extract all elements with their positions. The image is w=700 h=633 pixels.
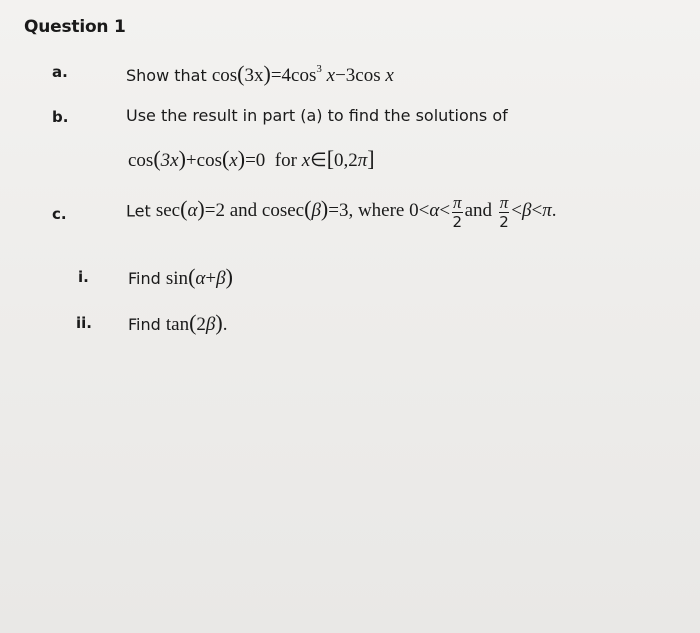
pi-over-two-fraction: $\frac{\pi}{2}$ <box>452 193 463 231</box>
pi-over-two-fraction-2: $\frac{\pi}{2}$ <box>499 193 509 231</box>
question-heading: Question 1 <box>24 17 126 37</box>
part-c-condition: sec(α)=2 and cosec(β)=3, where 0<α< $\frac{\pi}{2}$ and $\frac{\pi}{2}$ <β<π. <box>155 193 557 231</box>
part-c-line <box>126 194 556 230</box>
part-a-label: a. <box>52 63 68 81</box>
subpart-ii-expression: tan(2β). <box>165 310 228 335</box>
part-b-text: Use the result in part (a) to find the solutions of <box>126 106 508 125</box>
subpart-ii-label: ii. <box>76 314 92 332</box>
part-a-text: Show that <box>126 66 207 85</box>
part-c-label: c. <box>52 205 67 223</box>
part-a-line <box>126 61 394 87</box>
subpart-i-line <box>128 264 233 290</box>
subpart-i-label: i. <box>78 268 89 286</box>
subpart-i-expression: sin(α+β) <box>165 264 233 289</box>
part-b-label: b. <box>52 108 69 126</box>
part-c-text: Let <box>126 201 151 221</box>
part-b-equation: cos(3x)+cos(x)=0 for x∈[0,2π] <box>128 146 375 171</box>
subpart-ii-text: Find <box>128 315 161 334</box>
subpart-i-text: Find <box>128 269 161 288</box>
part-a-equation: $\cos(3x)=4\cos^3$ x−3cos x <box>211 61 394 86</box>
subpart-ii-line <box>128 310 227 336</box>
